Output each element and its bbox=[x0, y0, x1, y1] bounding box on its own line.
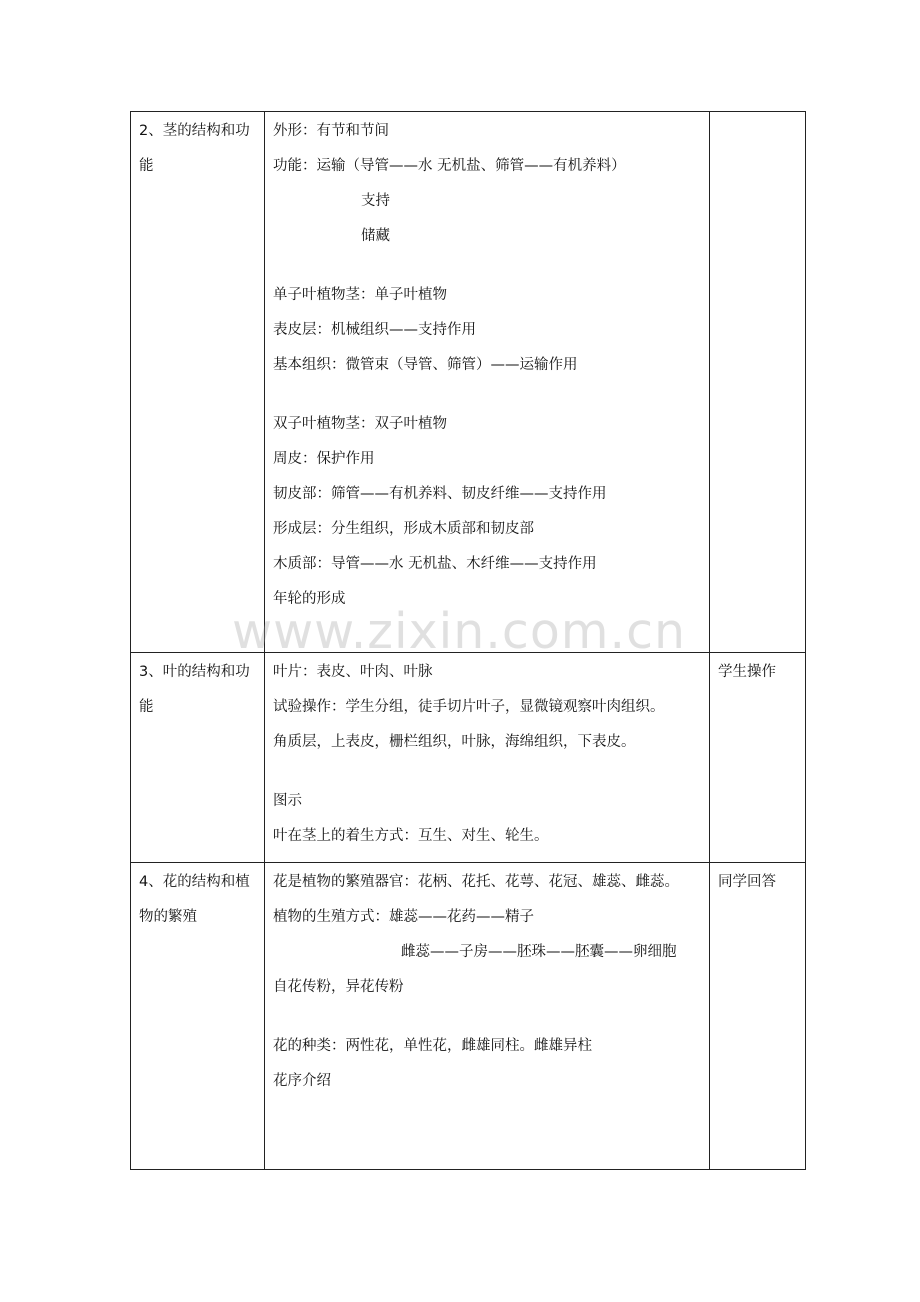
activity-cell bbox=[710, 863, 806, 1170]
watermark: www.zixin.com.cn bbox=[232, 603, 687, 660]
topic-label: 2、茎的结构和功能 bbox=[139, 123, 250, 174]
content-line: 花序介绍 bbox=[273, 1073, 331, 1089]
content-line: 角质层，上表皮，栅栏组织，叶脉，海绵组织，下表皮。 bbox=[273, 734, 636, 750]
table-row bbox=[131, 653, 806, 863]
topic-label: 4、花的结构和植物的繁殖 bbox=[139, 874, 250, 925]
lesson-table bbox=[130, 111, 806, 1170]
content-line: 植物的生殖方式：雄蕊——花药——精子 bbox=[273, 909, 534, 925]
content-line: 叶片：表皮、叶肉、叶脉 bbox=[273, 664, 433, 680]
blank-line bbox=[273, 760, 701, 784]
content-line: 外形：有节和节间 bbox=[273, 123, 389, 139]
topic-cell bbox=[131, 863, 265, 1170]
blank-line bbox=[273, 254, 701, 278]
activity-label: 学生操作 bbox=[718, 664, 776, 680]
content-line: 功能：运输（导管——水 无机盐、筛管——有机养料） bbox=[273, 158, 626, 174]
content-line: 花的种类：两性花，单性花，雌雄同柱。雌雄异柱 bbox=[273, 1038, 592, 1054]
topic-label: 3、叶的结构和功能 bbox=[139, 664, 250, 715]
table-row bbox=[131, 112, 806, 653]
content-line: 木质部：导管——水 无机盐、木纤维——支持作用 bbox=[273, 556, 597, 572]
content-line: 周皮：保护作用 bbox=[273, 451, 375, 467]
activity-label: 同学回答 bbox=[718, 874, 776, 890]
content-line: 图示 bbox=[273, 793, 302, 809]
content-line: 单子叶植物茎：单子叶植物 bbox=[273, 287, 447, 303]
content-line: 支持 bbox=[361, 193, 390, 209]
content-line: 基本组织：微管束（导管、筛管）——运输作用 bbox=[273, 357, 578, 373]
content-cell bbox=[265, 653, 710, 863]
table-row bbox=[131, 863, 806, 1170]
content-cell bbox=[265, 863, 710, 1170]
content-line: 形成层：分生组织，形成木质部和韧皮部 bbox=[273, 521, 534, 537]
content-line: 韧皮部：筛管——有机养料、韧皮纤维——支持作用 bbox=[273, 486, 607, 502]
content-line: 自花传粉，异花传粉 bbox=[273, 979, 404, 995]
blank-line bbox=[273, 1005, 701, 1029]
activity-cell bbox=[710, 653, 806, 863]
content-line: 花是植物的繁殖器官：花柄、花托、花萼、花冠、雄蕊、雌蕊。 bbox=[273, 874, 679, 890]
content-line: 试验操作：学生分组，徒手切片叶子，显微镜观察叶肉组织。 bbox=[273, 699, 665, 715]
topic-cell bbox=[131, 653, 265, 863]
content-line: 叶在茎上的着生方式：互生、对生、轮生。 bbox=[273, 828, 549, 844]
content-cell bbox=[265, 112, 710, 653]
content-line: 双子叶植物茎：双子叶植物 bbox=[273, 416, 447, 432]
activity-cell bbox=[710, 112, 806, 653]
blank-line bbox=[273, 383, 701, 407]
content-line: 表皮层：机械组织——支持作用 bbox=[273, 322, 476, 338]
content-line: 储藏 bbox=[361, 228, 390, 244]
content-line: 年轮的形成 bbox=[273, 591, 346, 607]
content-line: 雌蕊——子房——胚珠——胚囊——卵细胞 bbox=[401, 944, 677, 960]
topic-cell bbox=[131, 112, 265, 653]
